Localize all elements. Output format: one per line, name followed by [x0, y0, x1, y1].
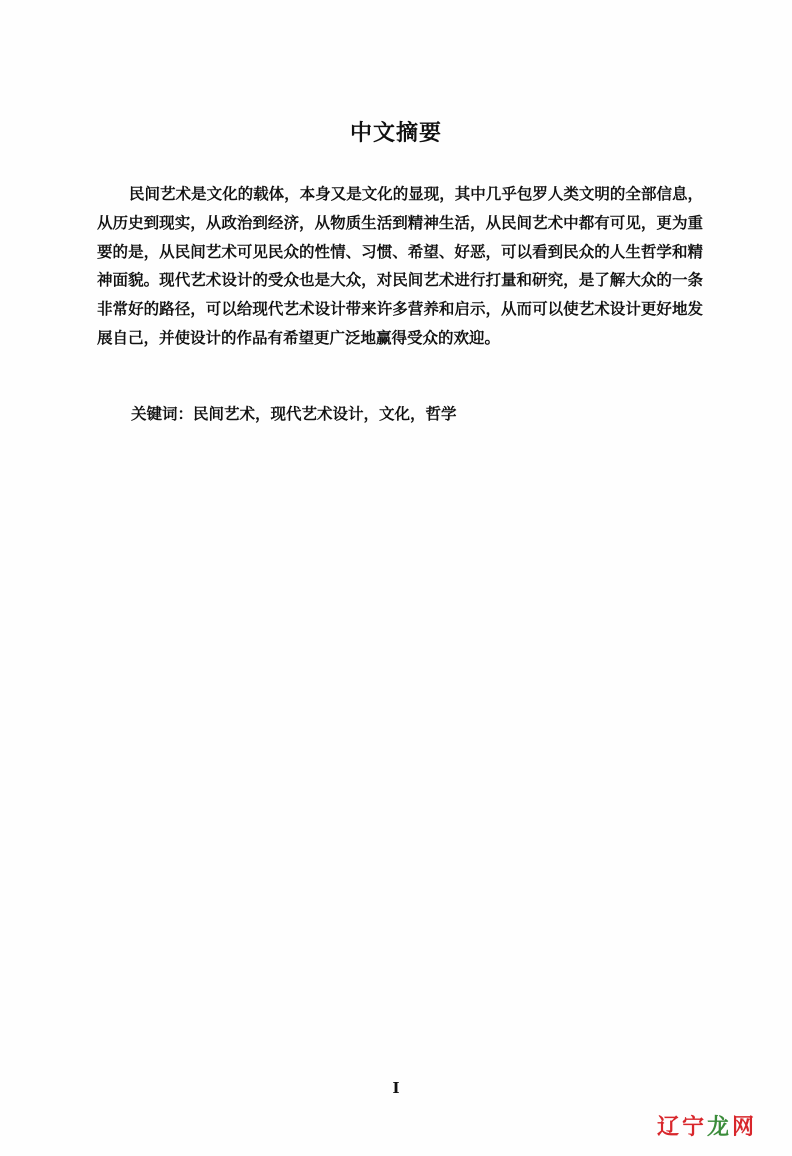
- site-watermark-logo: [655, 1108, 759, 1142]
- watermark-char-1: 辽: [657, 1115, 680, 1140]
- page-title: 中文摘要: [349, 121, 442, 146]
- keywords-line: [131, 400, 457, 428]
- keywords-label: 关键词：: [131, 405, 194, 423]
- page-number: I: [392, 1079, 400, 1097]
- watermark-logo-icon: [655, 1108, 759, 1142]
- watermark-char-2: 宁: [682, 1115, 705, 1140]
- watermark-char-3: 龙: [707, 1115, 730, 1140]
- abstract-paragraph: 民间艺术是文化的载体，本身又是文化的显现，其中几乎包罗人类文明的全部信息，从历史到现实，从政治到经济，从物质生活到精神生活，从民间艺术中都有可见，更为重要的是，从民间艺术可见民众的性情、习惯、希望、好恶，可以看到民众的人生哲学和精神面貌。现代艺术设计的受众也是大众，对民间艺术进行打量和研究，是了解大众的一条非常好的路径，可以给现代艺术设计带来许多营养和启示，从而可以使艺术设计更好地发展自己，并使设计的作品有希望更广泛地赢得受众的欢迎。: [97, 185, 703, 347]
- watermark-char-4: 网: [732, 1115, 755, 1140]
- keywords-text: 民间艺术，现代艺术设计，文化，哲学: [193, 405, 457, 423]
